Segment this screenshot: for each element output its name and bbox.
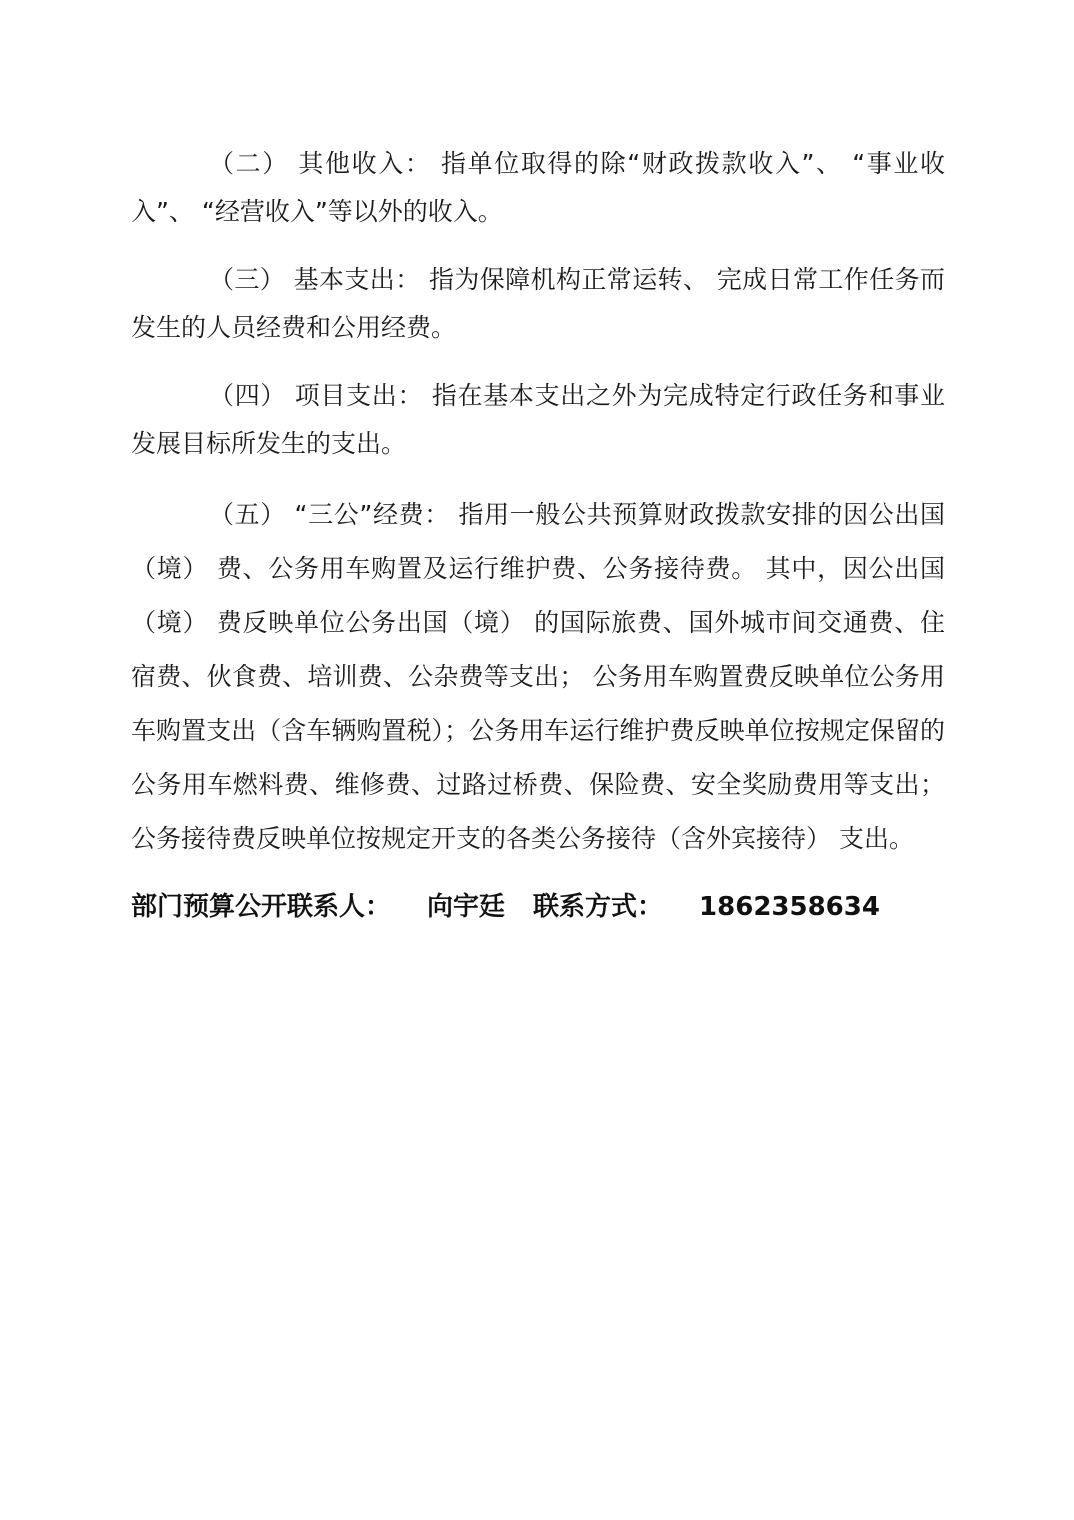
contact-phone: 1862358634 <box>699 892 880 922</box>
contact-method-label: 联系方式： <box>533 892 664 922</box>
paragraph-three-public-expenses: （五） “三公”经费： 指用一般公共预算财政拨款安排的因公出国（境） 费、公务用车购置及运行维护费、公务接待费。 其中，因公出国（境） 费反映单位公务出国（境） 的国际旅费、国外城市间交通费、住宿费、伙食费、培训费、公杂费等支出； 公务用车购置费反映单位公务用车购置支出（含车辆购置税）；公务用车运行维护费反映单位按规定保留的公务用车燃料费、维修费、过路过桥费、保险费、安全奖励费用等支出； 公务接待费反映单位按规定开支的各类公务接待（含外宾接待） 支出。 <box>131 500 945 853</box>
contact-label: 部门预算公开联系人： <box>131 892 392 922</box>
contact-name: 向宇廷 <box>427 892 506 922</box>
paragraph-project-expenditure: （四） 项目支出： 指在基本支出之外为完成特定行政任务和事业发展目标所发生的支出。 <box>131 381 945 458</box>
contact-line <box>131 884 945 930</box>
document-body <box>131 140 945 930</box>
paragraph-basic-expenditure: （三） 基本支出： 指为保障机构正常运转、 完成日常工作任务而发生的人员经费和公用经费。 <box>131 265 945 342</box>
paragraph-other-income: （二） 其他收入： 指单位取得的除“财政拨款收入”、 “事业收入”、 “经营收入”等以外的收入。 <box>131 149 945 226</box>
